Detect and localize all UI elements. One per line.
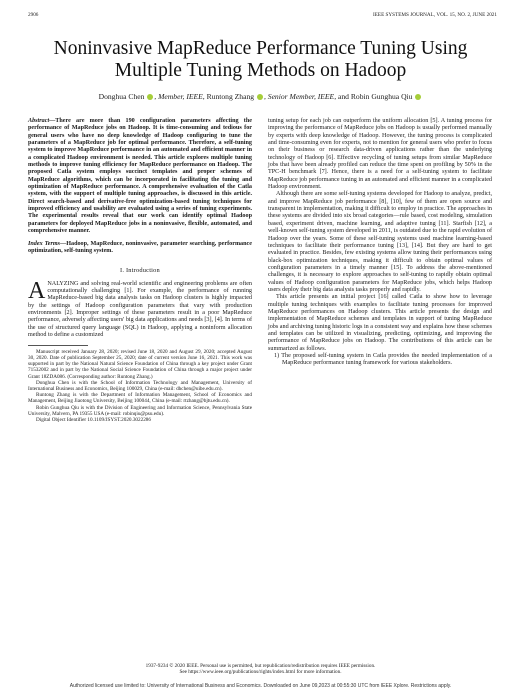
author-1: Donghua Chen xyxy=(98,92,145,101)
list-item: 1) The proposed self-tuning system in Catla provides the needed implementation of a MapReduce performance tuning framework for various stakeholders. xyxy=(274,353,492,367)
orcid-icon[interactable] xyxy=(415,94,421,100)
footnotes xyxy=(28,349,252,423)
paper-title: Noninvasive MapReduce Performance Tuning Using Multiple Tuning Methods on Hadoop xyxy=(53,38,468,81)
index-terms-label: Index Terms xyxy=(28,240,61,247)
footnote: Robin Gunghua Qiu is with the Division of Engineering and Information Science, Pennsylvania State University, Malvern, PA 19355 USA (e-mail: robinqiu@psu.edu). xyxy=(28,404,252,417)
footnote: Donghua Chen is with the School of Information Technology and Management, University of International Business and Economics, Beijing 100029, China (e-mail: dhchen@uibe.edu.cn). xyxy=(28,379,252,392)
copyright-line-1: 1937-9234 © 2020 IEEE. Personal use is permitted, but republication/redistribution requires IEEE permission. xyxy=(145,663,376,669)
abstract-label: Abstract xyxy=(28,118,50,124)
author-line xyxy=(20,92,501,101)
abstract-text: —There are more than 190 configuration parameters affecting the performance of MapReduce jobs on Hadoop. It is time-consuming and tedious for general users who have no deep knowledge of Hadoop configuring to tune the parameters of a MapReduce job for optimal performance. Therefore, a self-tuning system to improve MapReduce performance in an automated and efficient manner in a complicated Hadoop environment is needed. This article explores multiple tuning methods to improve tuning efficiency for MapReduce performance on Hadoop. The proposed Catla system employs succinct templates and proper schemes of MapReduce algorithms, which can be incorporated in facilitating the tuning and optimization of MapReduce performance. A comprehensive evaluation of the Catla system, with the support of multiple tuning approaches, is discussed in this article. Direct search-based and derivative-free optimization-based tuning techniques for improved efficiency and usability are evaluated using a series of tuning experiments. The experimental results reveal that our work can identify optimal Hadoop parameters for deployed MapReduce jobs in a noninvasive, flexible, automated, and comprehensive manner. xyxy=(28,118,252,235)
footnote-rule xyxy=(28,345,88,346)
right-column xyxy=(268,118,492,368)
author-2: , Runtong Zhang xyxy=(202,92,255,101)
author-3: , and Robin Gunghua Qiu xyxy=(334,92,413,101)
authorization-bar: Authorized licensed use limited to: University of International Business and Economics. Downloaded on June 09,2023 at 00:55:30 UTC from IEEE Xplore. Restrictions apply. xyxy=(69,683,452,689)
index-terms-text: —Hadoop, MapReduce, noninvasive, parameter searching, performance optimization, self-tuning system. xyxy=(28,240,252,254)
author-1-role: , Member, IEEE xyxy=(154,92,203,101)
copyright-notice xyxy=(20,663,501,676)
index-terms xyxy=(28,241,252,256)
abstract xyxy=(28,118,252,236)
journal-name: IEEE SYSTEMS JOURNAL, VOL. 15, NO. 2, JUNE 2021 xyxy=(373,12,497,18)
running-header xyxy=(28,12,497,22)
intro-paragraph xyxy=(28,277,252,340)
author-2-role: , Senior Member, IEEE xyxy=(263,92,335,101)
footnote: Runtong Zhang is with the Department of Information Management, School of Economics and Management, Beijing Jiaotong University, Beijing 100044, China (e-mail: rtzhang@bjtu.edu.cn). xyxy=(28,392,252,405)
intro-text: NALYZING and solving real-world scientific and engineering problems are often computationally challenging [1]. For example, the performance of running MapReduce-based big data analysis tasks on Hadoop clusters is highly impacted by the settings of Hadoop configuration parameters that vary with production environments [2]. Improper settings of these parameters result in a poor MapReduce performance, adversely affecting users' big data applications and needs [3], [4]. In terms of the use of structured query language (SQL) in Hadoop, applying a noninform allocation method to define a customized xyxy=(28,280,252,338)
left-column xyxy=(28,118,252,423)
orcid-icon[interactable] xyxy=(147,94,153,100)
copyright-line-2: See https://www.ieee.org/publications/rights/index.html for more information. xyxy=(179,669,342,676)
orcid-icon[interactable] xyxy=(257,94,263,100)
footnote: Manuscript received January 28, 2020; revised June 18, 2020 and August 29, 2020; accepted August 30, 2020. Date of publication September 25, 2020; date of current version June 16, 2021. This work was supported in part by the National Natural Science Foundation of China through a key project under Grant 71532002 and in part by the National Social Science Foundation of China through a major project under Grant 18ZDA086. (Corresponding author: Runtong Zhang.) xyxy=(28,348,252,380)
section-heading: I. Introduction xyxy=(120,267,160,275)
page-number: 2906 xyxy=(28,12,39,18)
body-paragraph: Although there are some self-tuning systems developed for Hadoop to analyze, predict, and improve MapReduce job performance [8], [10], few of them are open source and transparent in implementation, making it difficult to employ in practice. The approaches in these systems are divided into six broad categories—rule based, cost modeling, simulation based, experiment driven, machine learning, and adaptive tuning [11]. Starfish [12], a well-known self-tuning system developed in 2011, is outdated due to the rapid evolution of Hadoop over the years. Some of these self-tuning systems used machine learning-based techniques to facilitate their performance tuning [13], [14]. But they are hard to get evaluated in practice. Besides, few existing systems allow tuning their performances using black-box optimization techniques, making it difficult to obtain optimal values of configuration parameters in a timely manner [15]. To address the above-mentioned challenges, it is necessary to explore approaches to self-tuning to rapidly obtain optimal values of Hadoop configuration parameters for MapReduce jobs, which helps Hadoop users deploy their big data analysis tasks properly and rapidly. xyxy=(268,191,492,293)
body-paragraph: This article presents an initial project [16] called Catla to show how to leverage multiple tuning techniques with examples to facilitate tuning processes for improved MapReduce performances on Hadoop clusters. This article presents the design and implementation of MapReduce schemes and templates in support of tuning MapReduce jobs and archiving tuning historic logs in a consistent way and explains how these schemes and templates can be utilized in visualizing, predicting, optimizing, and improving the performance of MapReduce jobs on Hadoop. The contributions of this article can be summarized as follows. xyxy=(268,294,492,352)
body-paragraph: tuning setup for each job can outperform the uniform allocation [5]. A tuning process for improving the performance of MapReduce jobs on Hadoop is usually performed manually by experts with deep knowledge of Hadoop. However, the tuning process is complicated and time-consuming even for experts, not to mention for general users who prefer to focus on their business or research data-driven applications rather than the underlying technology of Hadoop [6]. Effective recycling of tuning setups from similar MapReduce jobs that have been already profiled can reduce the time spent on profiling by 50% in the TPC-H benchmark [7]. Hence, there is a need for a self-tuning system to facilitate MapReduce job performance tuning in an automated and efficient manner in a complicated Hadoop environment. xyxy=(268,118,492,191)
drop-cap: A xyxy=(28,277,46,304)
footnote: Digital Object Identifier 10.1109/JSYST.2020.3022286 xyxy=(36,417,151,424)
